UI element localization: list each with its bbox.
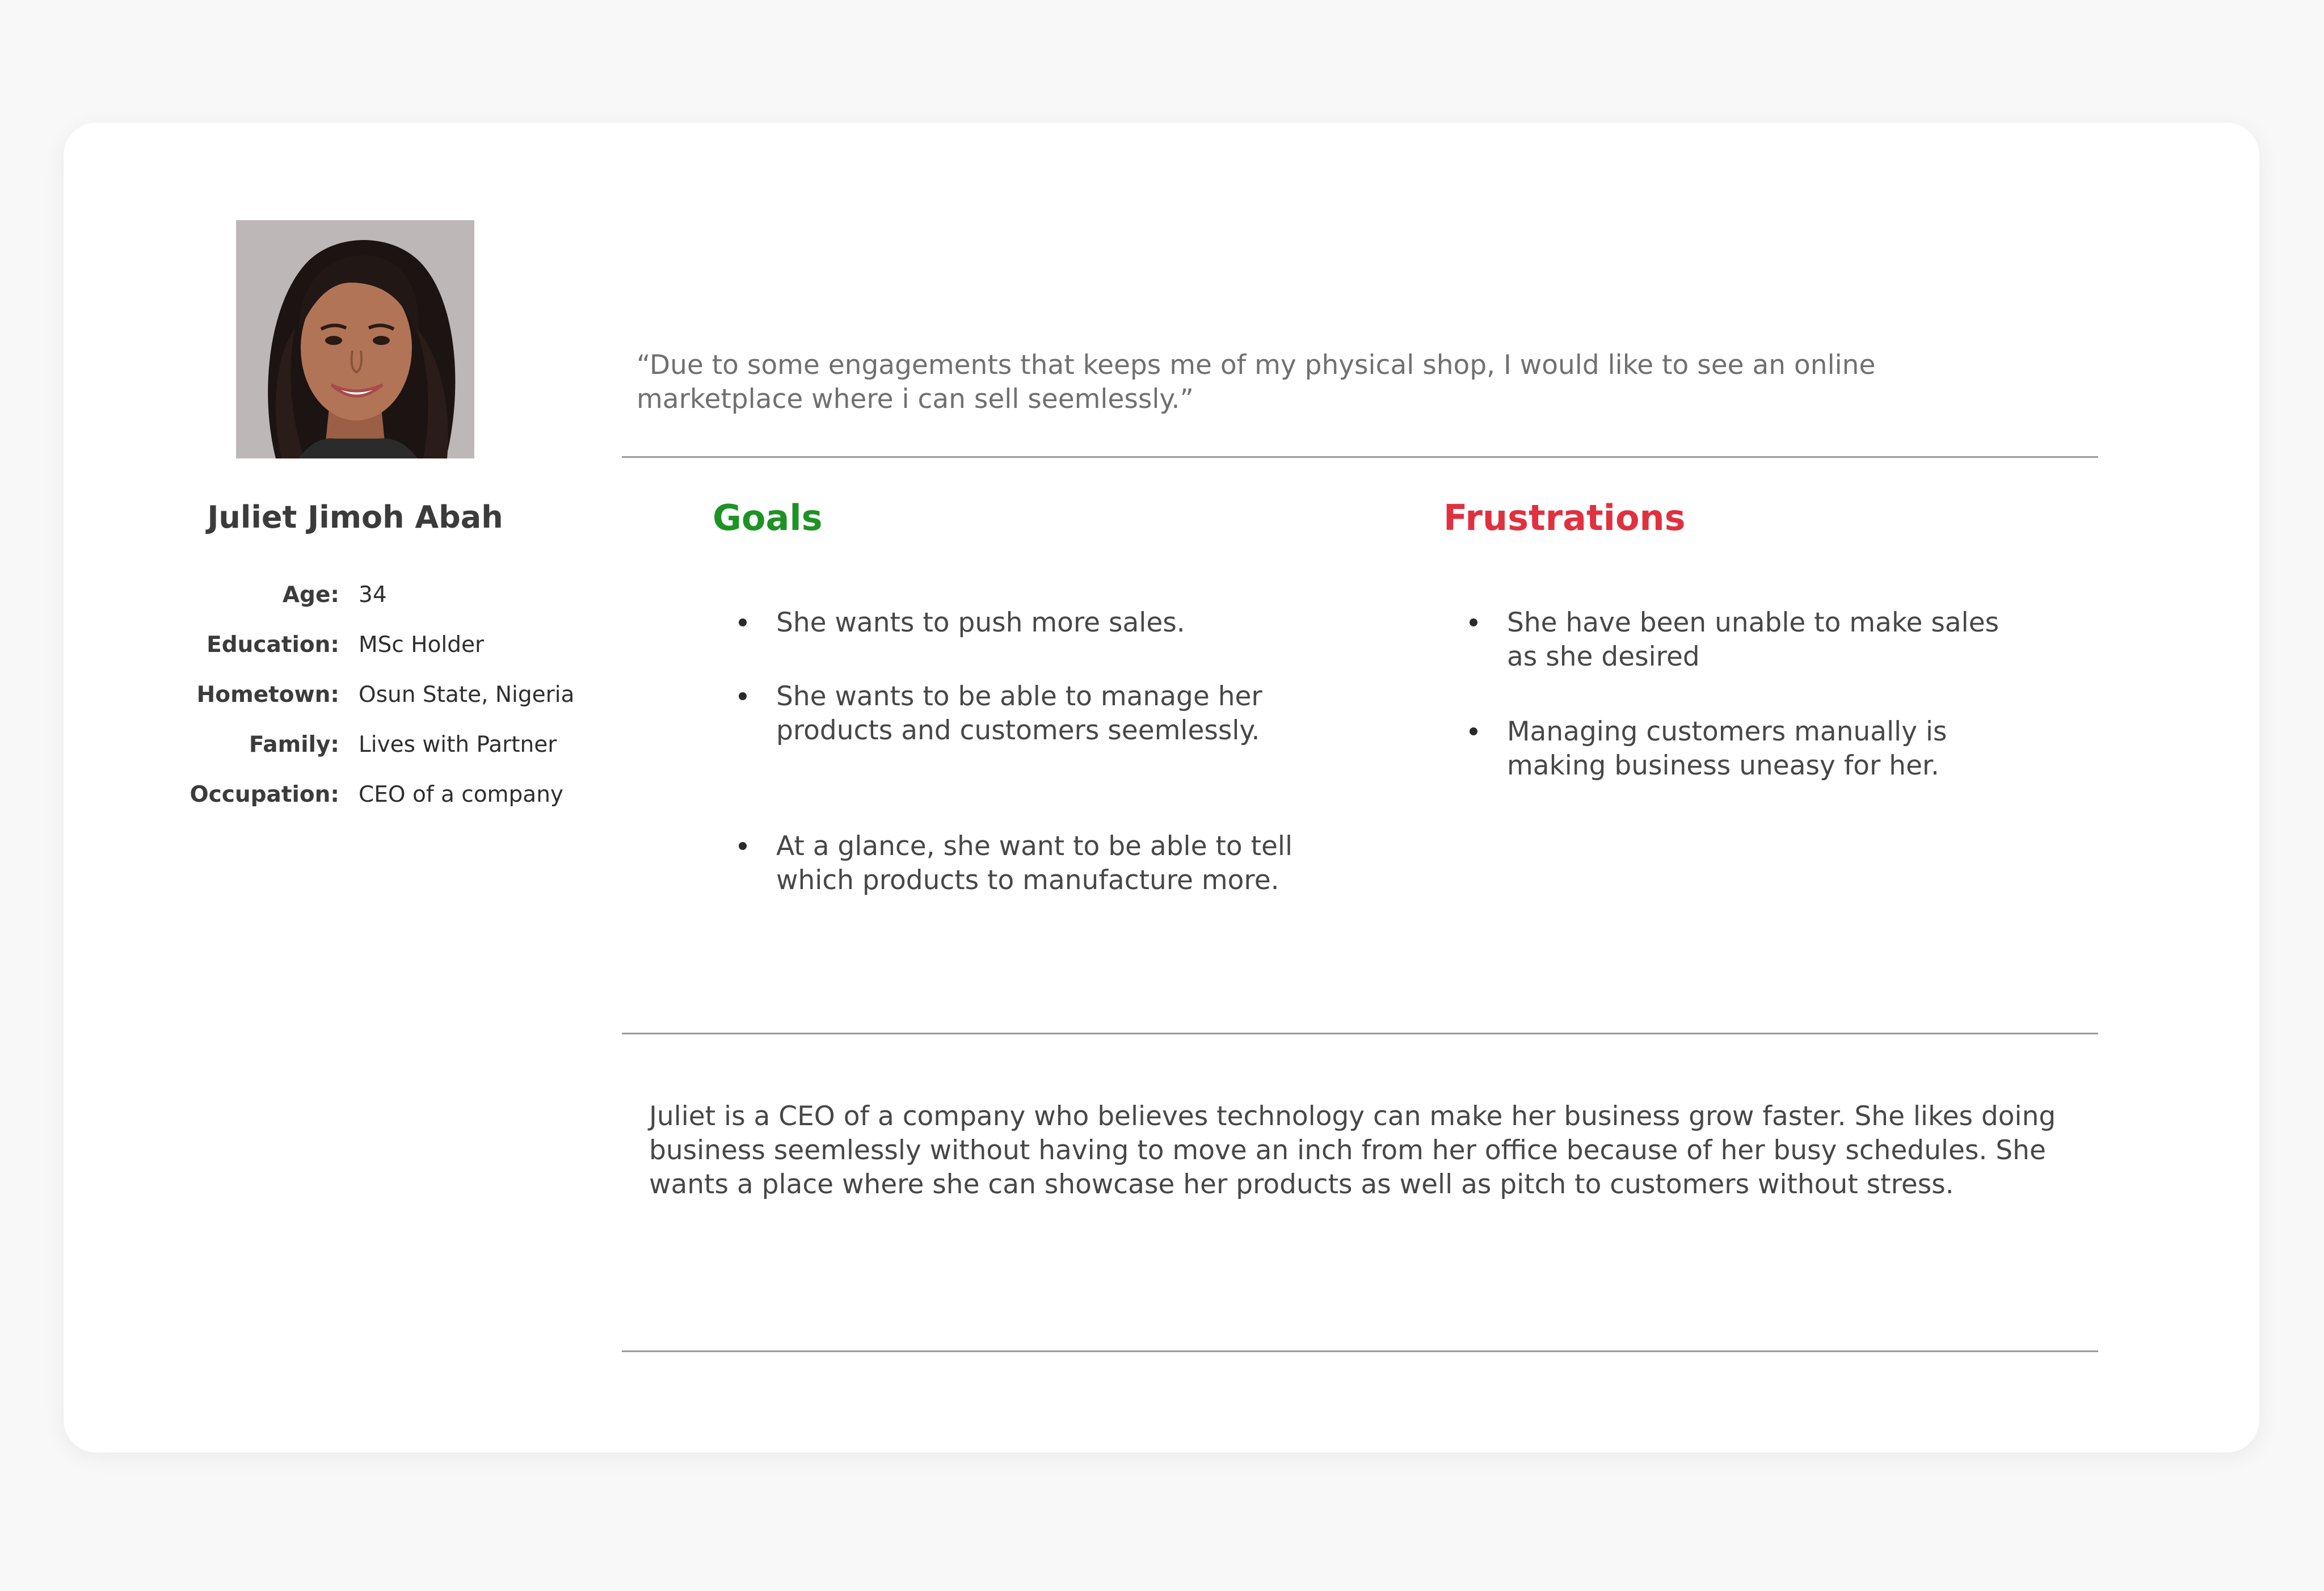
detail-row-hometown (64, 682, 631, 716)
detail-value: Osun State, Nigeria (359, 682, 575, 708)
goals-title: Goals (713, 497, 823, 538)
divider-middle (622, 1033, 2098, 1034)
avatar (236, 220, 474, 458)
detail-row-occupation (64, 782, 631, 816)
persona-card (64, 123, 2259, 1453)
detail-value: Lives with Partner (359, 732, 557, 757)
detail-value: MSc Holder (359, 632, 485, 658)
detail-label: Occupation: (190, 782, 339, 807)
detail-value: 34 (359, 582, 387, 608)
goal-item: She wants to be able to manage her products and customers seemlessly. (776, 680, 1275, 748)
detail-label: Family: (249, 732, 339, 757)
goal-item: At a glance, she want to be able to tell which products to manufacture more. (776, 830, 1332, 898)
frustrations-title: Frustrations (1443, 497, 1686, 538)
persona-name: Juliet Jimoh Abah (207, 499, 503, 535)
portrait-photo (236, 220, 474, 458)
persona-quote: “Due to some engagements that keeps me of my physical shop, I would like to see an online marketplace where i can sell seemlessly.” (637, 350, 1876, 415)
detail-label: Age: (282, 582, 339, 608)
goal-item: She wants to push more sales. (776, 606, 1275, 640)
frustration-item: She have been unable to make sales as she desired (1507, 606, 2029, 674)
detail-value: CEO of a company (359, 782, 563, 807)
detail-row-education (64, 632, 631, 666)
divider-bottom (622, 1350, 2098, 1352)
detail-row-age (64, 582, 631, 616)
persona-bio: Juliet is a CEO of a company who believes technology can make her business grow faster. She likes doing business seemlessly without having to move an inch from her office because of her busy schedules. She wants a place where she can showcase her products as well as pitch to customers without stress. (649, 1101, 2056, 1200)
detail-row-family (64, 732, 631, 766)
frustration-item: Managing customers manually is making business uneasy for her. (1507, 715, 2029, 783)
detail-label: Education: (207, 632, 339, 658)
divider-top (622, 456, 2098, 458)
detail-label: Hometown: (196, 682, 339, 708)
